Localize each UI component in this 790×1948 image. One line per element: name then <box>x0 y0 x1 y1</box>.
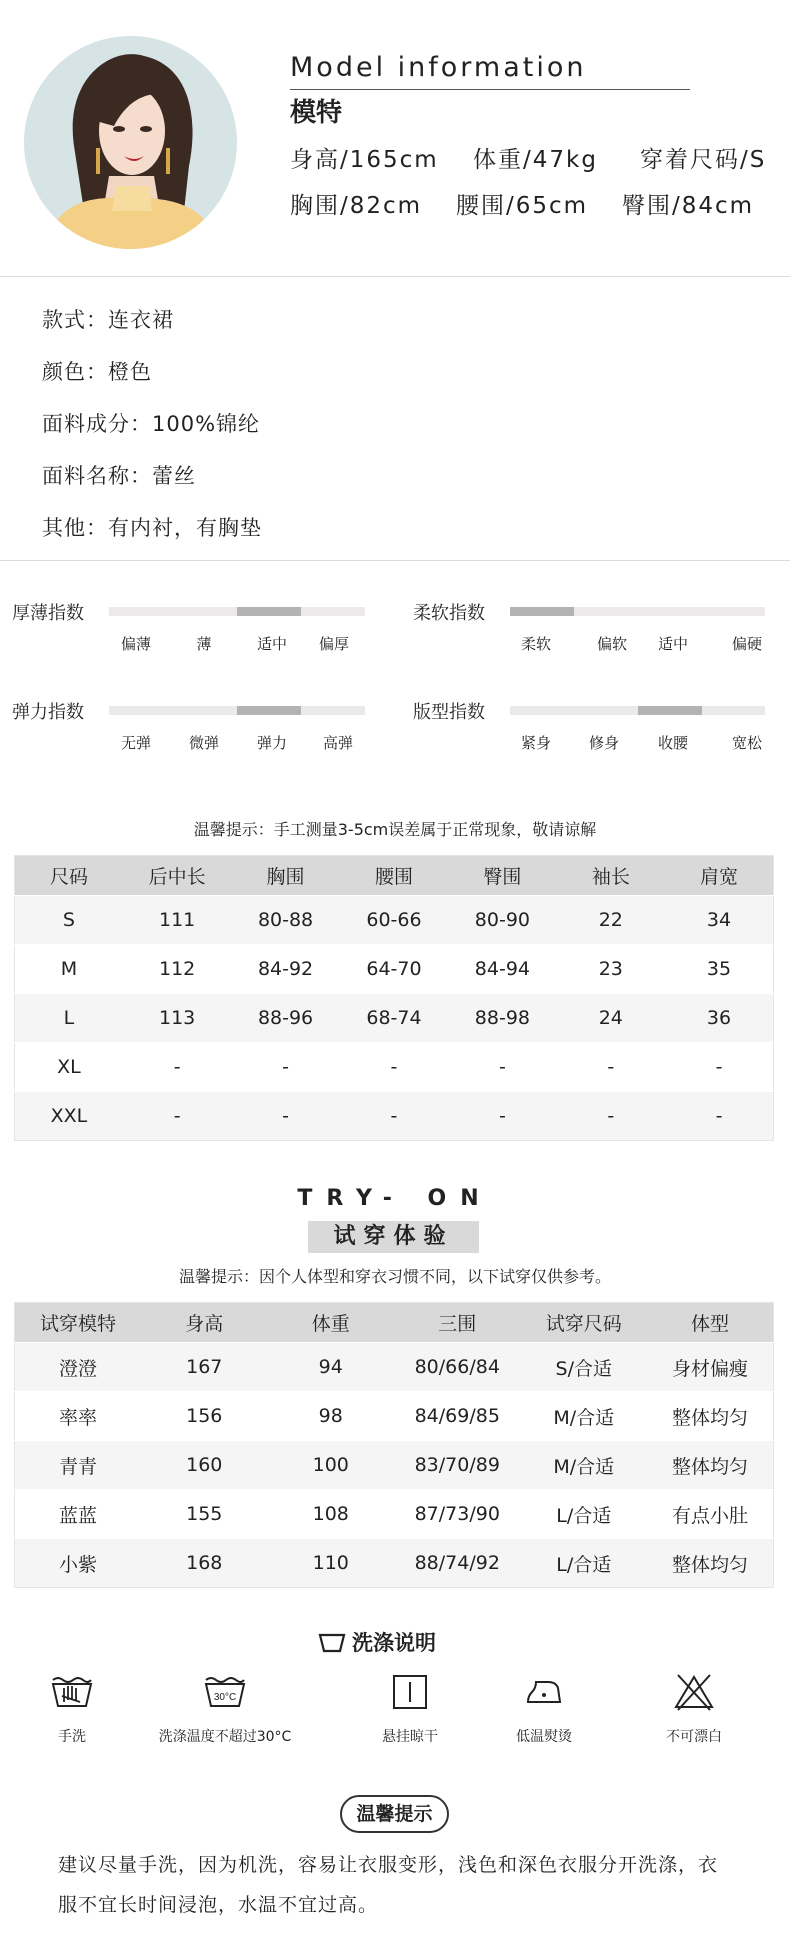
table-cell: 84-92 <box>231 945 339 994</box>
model-height: 身高/165cm <box>290 147 439 173</box>
table-cell: 68-74 <box>340 994 448 1043</box>
table-cell: 84-94 <box>448 945 556 994</box>
index-thickness-selected <box>237 607 301 616</box>
table-cell: - <box>448 1043 556 1092</box>
index-fit-selected <box>638 706 702 715</box>
wash-item-30c <box>140 1672 310 1746</box>
table-cell: 111 <box>123 896 231 945</box>
table-cell: M <box>15 945 123 994</box>
table-cell: 34 <box>665 896 773 945</box>
table-cell: L/合适 <box>521 1539 648 1588</box>
wash-label: 不可漂白 <box>666 1729 722 1745</box>
table-cell: 22 <box>557 896 665 945</box>
index-label: 宽松 <box>731 734 763 752</box>
table-cell: 100 <box>268 1441 395 1490</box>
wash-label: 悬挂晾干 <box>382 1729 438 1745</box>
index-thickness-name: 厚薄指数 <box>12 603 84 624</box>
model-waist: 腰围/65cm <box>456 193 589 219</box>
table-cell: 身材偏瘦 <box>647 1343 774 1392</box>
table-cell: - <box>340 1043 448 1092</box>
col-header: 体型 <box>647 1303 774 1343</box>
index-label: 微弹 <box>188 734 220 752</box>
wash-label: 手洗 <box>58 1729 86 1745</box>
table-cell: 澄澄 <box>15 1343 142 1392</box>
wash-label: 低温熨烫 <box>516 1729 572 1745</box>
notice-text <box>58 1845 748 1925</box>
table-cell: 36 <box>665 994 773 1043</box>
col-header: 试穿模特 <box>15 1303 142 1343</box>
table-cell: 88-96 <box>231 994 339 1043</box>
index-label: 高弹 <box>322 734 354 752</box>
index-label: 偏厚 <box>318 635 350 653</box>
table-row <box>15 1043 774 1092</box>
size-tip: 温馨提示：手工测量3-5cm误差属于正常现象，敬请谅解 <box>193 820 597 839</box>
table-cell: 94 <box>268 1343 395 1392</box>
col-header: 肩宽 <box>665 856 773 896</box>
table-cell: 156 <box>141 1392 268 1441</box>
table-cell: L <box>15 994 123 1043</box>
notice-line-1: 建议尽量手洗，因为机洗，容易让衣服变形，浅色和深色衣服分开洗涤，衣 <box>58 1854 719 1876</box>
table-cell: - <box>665 1043 773 1092</box>
col-header: 袖长 <box>557 856 665 896</box>
table-cell: - <box>340 1092 448 1141</box>
table-row <box>15 994 774 1043</box>
index-label: 适中 <box>657 635 689 653</box>
tryon-subtitle: 试穿体验 <box>308 1221 479 1253</box>
attr-composition: 面料成分：100%锦纶 <box>42 412 261 436</box>
table-cell: 青青 <box>15 1441 142 1490</box>
size-table <box>14 855 774 1141</box>
size-table-header <box>15 856 774 896</box>
table-cell: L/合适 <box>521 1490 648 1539</box>
table-cell: - <box>123 1043 231 1092</box>
index-label: 适中 <box>256 635 288 653</box>
table-cell: 80/66/84 <box>394 1343 521 1392</box>
attr-other: 其他：有内衬，有胸垫 <box>42 516 262 540</box>
table-cell: 110 <box>268 1539 395 1588</box>
model-subtitle: 模特 <box>290 98 343 128</box>
table-cell: 整体均匀 <box>647 1539 774 1588</box>
table-cell: 112 <box>123 945 231 994</box>
index-softness-selected <box>510 607 574 616</box>
attr-color: 颜色：橙色 <box>42 360 152 384</box>
index-label: 偏软 <box>596 635 628 653</box>
index-fit-bar <box>510 706 765 715</box>
index-label: 柔软 <box>520 635 552 653</box>
index-label: 无弹 <box>120 734 152 752</box>
index-label: 修身 <box>588 734 620 752</box>
table-cell: - <box>665 1092 773 1141</box>
model-photo <box>24 36 237 249</box>
tryon-table <box>14 1302 774 1588</box>
table-row <box>15 1092 774 1141</box>
col-header: 尺码 <box>15 856 123 896</box>
wash-title <box>318 1627 436 1657</box>
model-info-title: Model information <box>290 52 587 83</box>
product-attributes <box>0 277 790 561</box>
table-cell: - <box>231 1092 339 1141</box>
low-iron-icon <box>522 1672 566 1712</box>
table-row <box>15 945 774 994</box>
index-softness-name: 柔软指数 <box>413 603 485 624</box>
table-cell: 64-70 <box>340 945 448 994</box>
wash-30c-icon-text: 30°C <box>213 1692 237 1703</box>
index-elasticity-bar <box>109 706 365 715</box>
model-info-section <box>0 0 790 277</box>
attr-fabric: 面料名称：蕾丝 <box>42 464 196 488</box>
table-cell: - <box>557 1043 665 1092</box>
table-cell: M/合适 <box>521 1392 648 1441</box>
table-cell: 整体均匀 <box>647 1392 774 1441</box>
no-bleach-icon <box>672 1672 716 1712</box>
table-cell: 83/70/89 <box>394 1441 521 1490</box>
index-label: 紧身 <box>520 734 552 752</box>
index-thickness-bar <box>109 607 365 616</box>
table-row <box>15 896 774 945</box>
table-cell: 98 <box>268 1392 395 1441</box>
wash-item-low-iron <box>464 1672 624 1746</box>
index-label: 收腰 <box>657 734 689 752</box>
table-cell: 蓝蓝 <box>15 1490 142 1539</box>
wash-item-no-bleach <box>614 1672 774 1746</box>
wash-title-text: 洗涤说明 <box>352 1631 436 1655</box>
index-elasticity-name: 弹力指数 <box>12 702 84 723</box>
index-fit-name: 版型指数 <box>413 702 485 723</box>
table-cell: S/合适 <box>521 1343 648 1392</box>
model-size: 穿着尺码/S <box>640 147 767 173</box>
table-cell: 160 <box>141 1441 268 1490</box>
col-header: 臀围 <box>448 856 556 896</box>
table-cell: 87/73/90 <box>394 1490 521 1539</box>
tryon-table-header <box>15 1303 774 1343</box>
model-hip: 臀围/84cm <box>622 193 755 219</box>
attr-style: 款式：连衣裙 <box>42 308 174 332</box>
title-underline <box>290 89 690 90</box>
wash-30c-icon <box>203 1672 247 1712</box>
hand-wash-icon <box>50 1672 94 1712</box>
fabric-indices <box>0 561 790 795</box>
table-row <box>15 1343 774 1392</box>
col-header: 试穿尺码 <box>521 1303 648 1343</box>
table-cell: 整体均匀 <box>647 1441 774 1490</box>
table-cell: 35 <box>665 945 773 994</box>
index-label: 薄 <box>196 635 212 653</box>
table-cell: M/合适 <box>521 1441 648 1490</box>
table-row <box>15 1441 774 1490</box>
index-label: 偏硬 <box>731 635 763 653</box>
tryon-tip: 温馨提示：因个人体型和穿衣习惯不同，以下试穿仅供参考。 <box>178 1267 611 1286</box>
model-bust: 胸围/82cm <box>290 193 423 219</box>
table-cell: - <box>557 1092 665 1141</box>
table-cell: 率率 <box>15 1392 142 1441</box>
table-cell: 167 <box>141 1343 268 1392</box>
table-cell: 108 <box>268 1490 395 1539</box>
notice-line-2: 服不宜长时间浸泡，水温不宜过高。 <box>58 1894 379 1916</box>
table-cell: - <box>448 1092 556 1141</box>
wash-label: 洗涤温度不超过30°C <box>158 1729 292 1745</box>
index-elasticity-selected <box>237 706 301 715</box>
col-header: 后中长 <box>123 856 231 896</box>
table-cell: 168 <box>141 1539 268 1588</box>
table-cell: S <box>15 896 123 945</box>
table-cell: XL <box>15 1043 123 1092</box>
table-cell: 88/74/92 <box>394 1539 521 1588</box>
index-label: 偏薄 <box>120 635 152 653</box>
table-cell: XXL <box>15 1092 123 1141</box>
col-header: 胸围 <box>231 856 339 896</box>
col-header: 身高 <box>141 1303 268 1343</box>
table-cell: 113 <box>123 994 231 1043</box>
col-header: 腰围 <box>340 856 448 896</box>
hang-dry-icon <box>390 1672 430 1712</box>
notice-title: 温馨提示 <box>340 1795 449 1833</box>
col-header: 体重 <box>268 1303 395 1343</box>
wash-item-hand-wash <box>0 1672 152 1746</box>
table-row <box>15 1392 774 1441</box>
table-cell: 88-98 <box>448 994 556 1043</box>
tryon-title: TRY- ON <box>297 1186 493 1211</box>
table-cell: 23 <box>557 945 665 994</box>
table-cell: 155 <box>141 1490 268 1539</box>
col-header: 三围 <box>394 1303 521 1343</box>
table-cell: 小紫 <box>15 1539 142 1588</box>
wash-basin-icon <box>318 1631 346 1653</box>
model-weight: 体重/47kg <box>473 147 598 173</box>
table-row <box>15 1539 774 1588</box>
table-cell: 24 <box>557 994 665 1043</box>
table-cell: 80-88 <box>231 896 339 945</box>
index-label: 弹力 <box>256 734 288 752</box>
table-cell: - <box>123 1092 231 1141</box>
table-cell: - <box>231 1043 339 1092</box>
table-row <box>15 1490 774 1539</box>
table-cell: 有点小肚 <box>647 1490 774 1539</box>
table-cell: 60-66 <box>340 896 448 945</box>
table-cell: 80-90 <box>448 896 556 945</box>
table-cell: 84/69/85 <box>394 1392 521 1441</box>
index-softness-bar <box>510 607 765 616</box>
